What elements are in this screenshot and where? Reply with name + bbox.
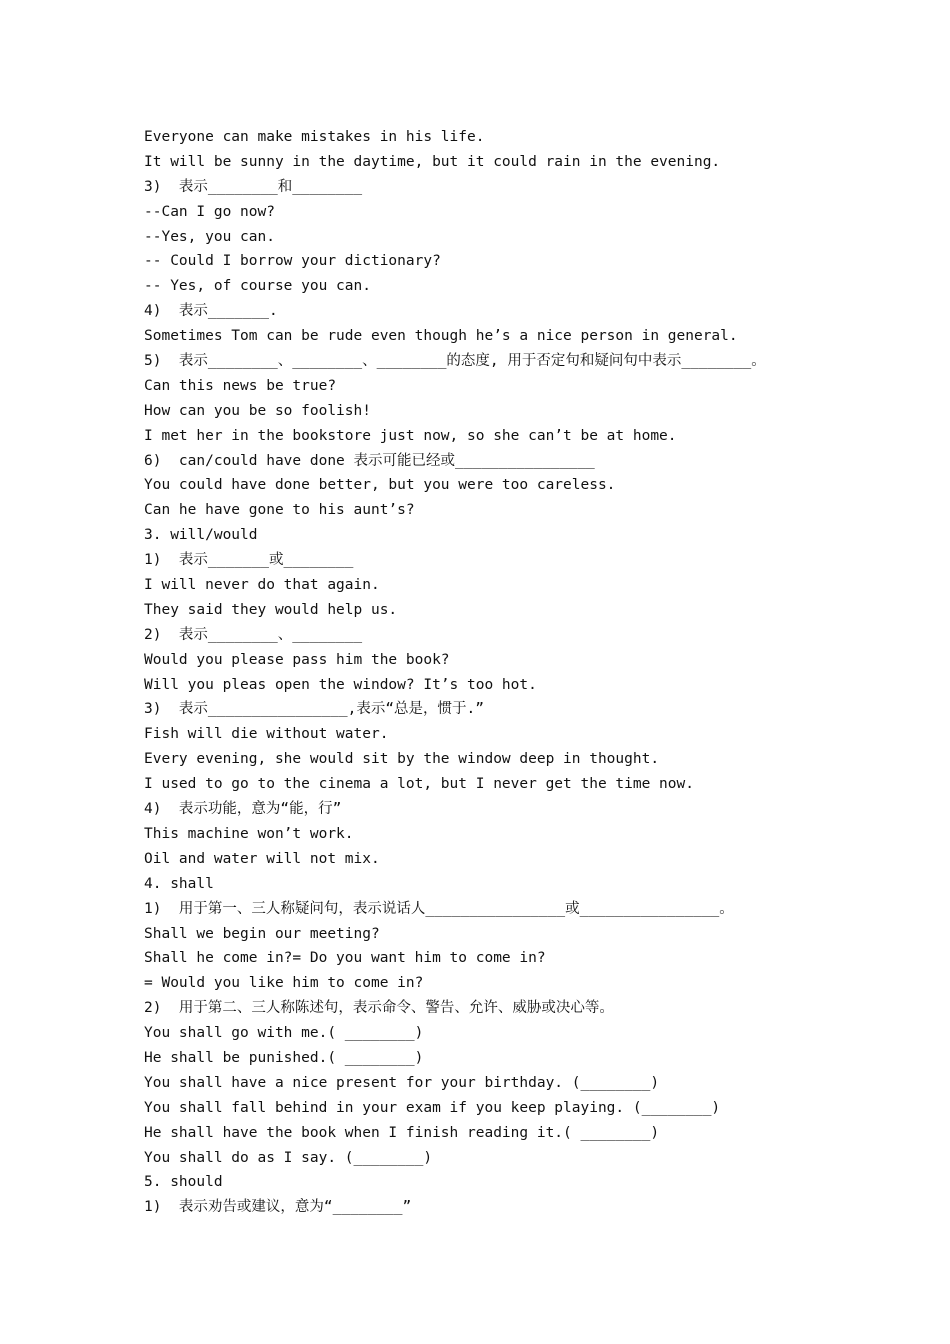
text-line: Shall we begin our meeting? (144, 925, 380, 942)
text-line: How can you be so foolish! (144, 402, 371, 419)
text-line: Sometimes Tom can be rude even though he’s a nice person in general. (144, 328, 738, 345)
text-line: --Yes, you can. (144, 228, 275, 245)
text-line: Every evening, she would sit by the window deep in thought. (144, 751, 660, 768)
text-line: 1) 表示_______或________ (144, 552, 354, 569)
section-heading: 4. shall (144, 875, 214, 892)
text-line: Fish will die without water. (144, 726, 389, 743)
text-line: Can this news be true? (144, 377, 337, 394)
text-line: 1) 用于第一、三人称疑问句，表示说话人________________或________________。 (144, 900, 734, 917)
text-line: --Can I go now? (144, 203, 275, 220)
text-line: 6) can/could have done 表示可能已经或________________ (144, 452, 595, 469)
text-line: Would you please pass him the book? (144, 651, 450, 668)
text-line: 1) 表示劝告或建议，意为“________” (144, 1199, 412, 1216)
text-line: I met her in the bookstore just now, so she can’t be at home. (144, 427, 677, 444)
text-line: = Would you like him to come in? (144, 975, 424, 992)
text-line: 2) 表示________、________ (144, 626, 363, 643)
text-line: It will be sunny in the daytime, but it could rain in the evening. (144, 153, 721, 170)
text-line: 2) 用于第二、三人称陈述句，表示命令、警告、允许、威胁或决心等。 (144, 1000, 614, 1017)
text-line: Oil and water will not mix. (144, 850, 380, 867)
text-line: -- Yes, of course you can. (144, 278, 371, 295)
section-heading: 5. should (144, 1174, 223, 1191)
text-line: You could have done better, but you were too careless. (144, 477, 616, 494)
text-line: You shall have a nice present for your birthday. (________) (144, 1074, 660, 1091)
text-line: Everyone can make mistakes in his life. (144, 129, 485, 145)
text-line: 5) 表示________、________、________的态度, 用于否定句和疑问句中表示________。 (144, 353, 766, 370)
text-line: 4) 表示功能，意为“能，行” (144, 801, 342, 818)
text-line: 3) 表示________和________ (144, 178, 363, 195)
text-line: -- Could I borrow your dictionary? (144, 253, 441, 270)
text-line: They said they would help us. (144, 601, 398, 618)
text-line: You shall go with me.( ________) (144, 1025, 424, 1042)
text-line: Shall he come in?= Do you want him to come in? (144, 950, 546, 967)
text-line: I used to go to the cinema a lot, but I never get the time now. (144, 776, 694, 793)
text-line: You shall do as I say. (________) (144, 1149, 433, 1166)
section-heading: 3. will/would (144, 527, 258, 544)
text-line: 4) 表示_______. (144, 303, 278, 320)
text-line: You shall fall behind in your exam if you keep playing. (________) (144, 1099, 721, 1116)
text-line: I will never do that again. (144, 577, 380, 594)
text-line: He shall have the book when I finish reading it.( ________) (144, 1124, 660, 1141)
document-body (144, 125, 824, 1220)
text-line: Will you pleas open the window? It’s too hot. (144, 676, 537, 693)
text-line: This machine won’t work. (144, 825, 354, 842)
text-line: Can he have gone to his aunt’s? (144, 502, 415, 519)
text-line: 3) 表示________________,表示“总是，惯于.” (144, 701, 485, 718)
text-line: He shall be punished.( ________) (144, 1049, 424, 1066)
